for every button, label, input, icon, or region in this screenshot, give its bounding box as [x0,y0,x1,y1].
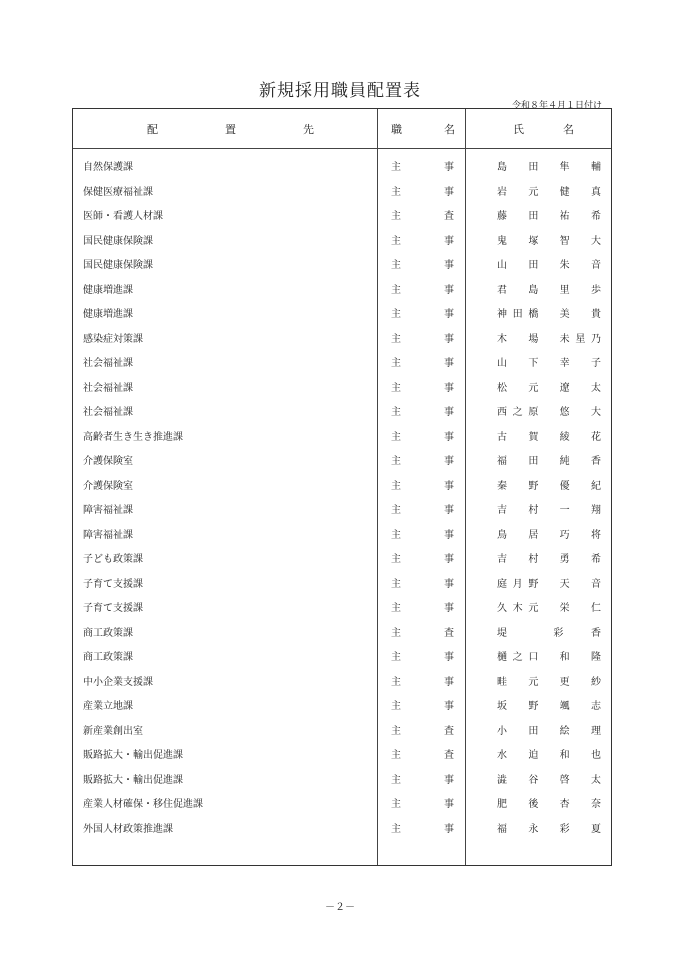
department-cell: 社会福祉課 [83,382,133,394]
post-cell: 事 [444,480,454,492]
name-cell: 山 田 朱 音 [497,260,601,271]
table-row [73,299,611,324]
table-row [73,544,611,569]
name-cell: 福 永 彩 夏 [497,823,601,835]
assignment-table [72,108,612,866]
name-cell: 庭月野 天 音 [497,578,601,590]
name-cell: 島 田 隼 輔 [497,162,601,173]
post-cell: 主 [391,725,401,737]
department-cell: 介護保険室 [83,456,133,467]
department-cell: 健康増進課 [83,309,133,320]
post-cell: 事 [444,799,454,810]
post-cell: 事 [444,333,454,345]
department-cell: 高齢者生き生き推進課 [83,431,183,443]
table-row [73,226,611,251]
department-cell: 障害福祉課 [83,505,133,516]
post-cell: 主 [391,480,401,492]
post-cell: 事 [444,162,454,173]
header-post-1: 職 [391,123,402,136]
post-cell: 主 [391,505,401,516]
table-row [73,740,611,765]
header-name-1: 氏 [513,123,524,136]
name-cell: 水 迫 和 也 [497,750,601,761]
department-cell: 子育て支援課 [83,578,143,590]
post-cell: 主 [391,603,401,614]
post-cell: 査 [444,627,454,639]
post-cell: 事 [444,505,454,516]
post-cell: 主 [391,431,401,443]
post-cell: 主 [391,309,401,320]
post-cell: 事 [444,284,454,296]
name-cell: 久木元 栄 仁 [497,603,601,614]
post-cell: 主 [391,799,401,810]
name-cell: 澁 谷 啓 太 [497,774,601,786]
page-number: －２－ [325,902,355,913]
post-cell: 事 [444,529,454,541]
post-cell: 主 [391,554,401,565]
post-cell: 事 [444,260,454,271]
post-cell: 事 [444,456,454,467]
page-title: 新規採用職員配置表 [259,81,421,101]
table-row [73,422,611,447]
name-cell: 福 田 純 香 [497,456,601,467]
post-cell: 事 [444,603,454,614]
post-cell: 主 [391,529,401,541]
table-row [73,814,611,839]
table-row [73,667,611,692]
department-cell: 商工政策課 [83,652,133,663]
name-cell: 鬼 塚 智 大 [497,235,601,247]
post-cell: 主 [391,578,401,590]
department-cell: 保健医療福祉課 [83,186,153,198]
table-row [73,789,611,814]
name-cell: 山 下 幸 子 [497,358,601,369]
post-cell: 主 [391,676,401,688]
post-cell: 事 [444,186,454,198]
name-cell: 坂 野 颯 志 [497,701,601,712]
header-name-2: 名 [563,123,574,136]
name-cell: 秦 野 優 紀 [497,480,601,492]
table-row [73,397,611,422]
post-cell: 査 [444,750,454,761]
department-cell: 新産業創出室 [83,725,143,737]
table-row [73,177,611,202]
post-cell: 主 [391,652,401,663]
name-cell: 堤 彩 香 [497,627,601,639]
post-cell: 事 [444,578,454,590]
post-cell: 主 [391,235,401,247]
table-row [73,642,611,667]
header-divider [73,148,611,149]
table-row [73,348,611,373]
name-cell: 肥 後 杏 奈 [497,799,601,810]
table-row [73,691,611,716]
post-cell: 事 [444,701,454,712]
table-row [73,520,611,545]
name-cell: 松 元 遼 太 [497,382,601,394]
department-cell: 販路拡大・輸出促進課 [83,750,183,761]
post-cell: 主 [391,382,401,394]
post-cell: 主 [391,333,401,345]
post-cell: 主 [391,407,401,418]
header-dept-3: 先 [303,123,314,136]
table-row [73,250,611,275]
post-cell: 査 [444,211,454,222]
table-row [73,618,611,643]
header-post-2: 名 [444,123,455,136]
table-row [73,765,611,790]
table-body [73,152,611,838]
post-cell: 事 [444,652,454,663]
department-cell: 中小企業支援課 [83,676,153,688]
post-cell: 主 [391,627,401,639]
post-cell: 事 [444,235,454,247]
post-cell: 主 [391,750,401,761]
post-cell: 主 [391,823,401,835]
department-cell: 介護保険室 [83,480,133,492]
table-row [73,324,611,349]
table-row [73,275,611,300]
department-cell: 商工政策課 [83,627,133,639]
name-cell: 鳥 居 巧 将 [497,529,601,541]
post-cell: 事 [444,774,454,786]
post-cell: 事 [444,823,454,835]
header-dept-1: 配 [147,123,158,136]
name-cell: 畦 元 更 紗 [497,676,601,688]
post-cell: 主 [391,456,401,467]
post-cell: 事 [444,358,454,369]
post-cell: 査 [444,725,454,737]
post-cell: 事 [444,554,454,565]
post-cell: 事 [444,676,454,688]
name-cell: 西之原 悠 大 [497,407,601,418]
department-cell: 販路拡大・輸出促進課 [83,774,183,786]
department-cell: 社会福祉課 [83,407,133,418]
table-row [73,152,611,177]
table-row [73,593,611,618]
department-cell: 社会福祉課 [83,358,133,369]
department-cell: 医師・看護人材課 [83,211,163,222]
name-cell: 小 田 絵 理 [497,725,601,737]
name-cell: 吉 村 勇 希 [497,554,601,565]
department-cell: 国民健康保険課 [83,260,153,271]
table-row [73,569,611,594]
post-cell: 事 [444,382,454,394]
post-cell: 主 [391,701,401,712]
effective-date: 令和８年４月１日付け [511,101,602,111]
table-row [73,201,611,226]
name-cell: 岩 元 健 真 [497,186,601,198]
post-cell: 主 [391,774,401,786]
department-cell: 国民健康保険課 [83,235,153,247]
department-cell: 自然保護課 [83,162,133,173]
post-cell: 事 [444,309,454,320]
department-cell: 産業立地課 [83,701,133,712]
post-cell: 主 [391,284,401,296]
table-row [73,495,611,520]
post-cell: 主 [391,358,401,369]
post-cell: 主 [391,162,401,173]
name-cell: 古 賀 綾 花 [497,431,601,443]
name-cell: 君 島 里 歩 [497,284,601,296]
department-cell: 子育て支援課 [83,603,143,614]
department-cell: 感染症対策課 [83,333,143,345]
table-row [73,716,611,741]
department-cell: 子ども政策課 [83,554,143,565]
post-cell: 主 [391,186,401,198]
header-dept-2: 置 [225,123,236,136]
post-cell: 主 [391,260,401,271]
name-cell: 神田橋 美 貴 [497,309,601,320]
table-row [73,373,611,398]
name-cell: 木 場 未星乃 [497,333,601,345]
name-cell: 樋之口 和 隆 [497,652,601,663]
table-row [73,446,611,471]
post-cell: 事 [444,431,454,443]
department-cell: 産業人材確保・移住促進課 [83,799,203,810]
post-cell: 事 [444,407,454,418]
name-cell: 藤 田 祐 希 [497,211,601,222]
department-cell: 健康増進課 [83,284,133,296]
name-cell: 吉 村 一 翔 [497,505,601,516]
post-cell: 主 [391,211,401,222]
table-row [73,471,611,496]
department-cell: 障害福祉課 [83,529,133,541]
department-cell: 外国人材政策推進課 [83,823,173,835]
